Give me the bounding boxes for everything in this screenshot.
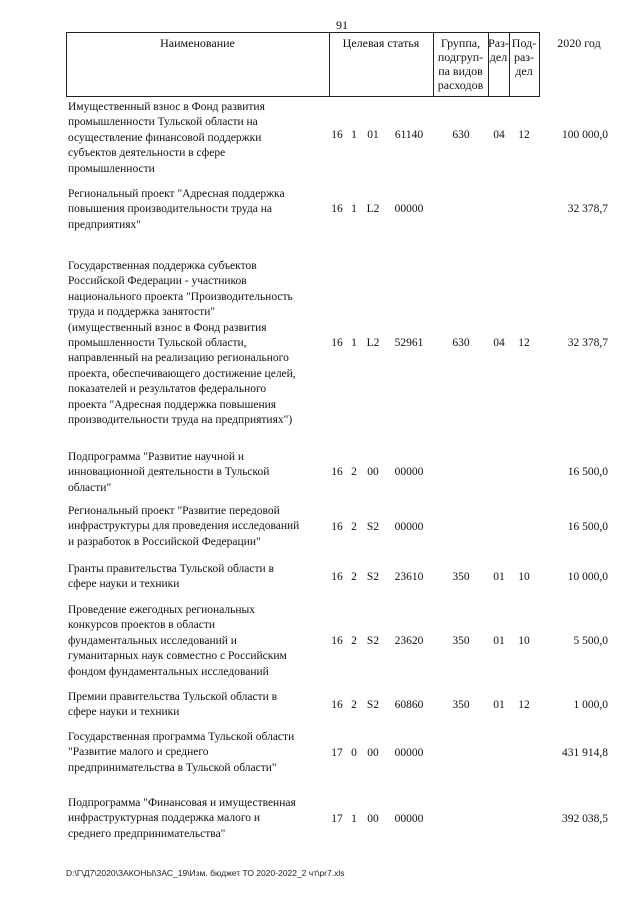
page-number: 91 bbox=[336, 18, 348, 32]
row-subsection: 10 bbox=[518, 571, 530, 583]
row-program-code: 16 bbox=[331, 571, 343, 583]
row-direction-code: 00000 bbox=[394, 203, 424, 215]
row-subprogram-code: 0 bbox=[351, 747, 357, 759]
row-subprogram-code: 2 bbox=[351, 521, 357, 533]
row-program-code: 16 bbox=[331, 129, 343, 141]
row-amount: 100 000,0 bbox=[562, 129, 608, 141]
row-direction-code: 23620 bbox=[394, 635, 424, 647]
row-amount: 392 038,5 bbox=[562, 813, 608, 825]
row-expense-group: 350 bbox=[452, 635, 470, 647]
row-program-code: 16 bbox=[331, 635, 343, 647]
row-amount: 16 500,0 bbox=[567, 521, 608, 533]
row-amount: 32 378,7 bbox=[567, 203, 608, 215]
header-expense-group: Группа, подгруп- па видов расходов bbox=[437, 36, 484, 92]
row-subsection: 12 bbox=[518, 129, 530, 141]
row-direction-code: 23610 bbox=[394, 571, 424, 583]
row-event-code: 01 bbox=[367, 129, 379, 141]
row-subprogram-code: 1 bbox=[351, 337, 357, 349]
row-expense-group: 630 bbox=[452, 337, 470, 349]
row-direction-code: 60860 bbox=[394, 699, 424, 711]
row-name: Региональный проект "Развитие передовой инфраструктуры для проведения исследований и разработок в Российской Федерации" bbox=[68, 505, 300, 548]
row-event-code: S2 bbox=[366, 521, 380, 533]
row-subprogram-code: 2 bbox=[351, 699, 357, 711]
row-amount: 10 000,0 bbox=[567, 571, 608, 583]
row-subprogram-code: 2 bbox=[351, 466, 357, 478]
row-event-code: 00 bbox=[367, 466, 379, 478]
row-amount: 5 500,0 bbox=[573, 635, 608, 647]
row-amount: 32 378,7 bbox=[567, 337, 608, 349]
row-event-code: S2 bbox=[366, 635, 380, 647]
header-year: 2020 год bbox=[557, 36, 601, 50]
row-subsection: 12 bbox=[518, 699, 530, 711]
header-top-border bbox=[66, 32, 540, 33]
header-name: Наименование bbox=[160, 36, 235, 50]
row-event-code: S2 bbox=[366, 571, 380, 583]
row-section: 01 bbox=[493, 635, 505, 647]
row-expense-group: 350 bbox=[452, 571, 470, 583]
row-program-code: 16 bbox=[331, 203, 343, 215]
row-direction-code: 00000 bbox=[394, 813, 424, 825]
row-direction-code: 61140 bbox=[394, 129, 424, 141]
row-program-code: 16 bbox=[331, 337, 343, 349]
row-name: Премии правительства Тульской области в сфере науки и техники bbox=[68, 691, 278, 719]
row-name: Проведение ежегодных региональных конкурсов проектов в области фундаментальных исследований и гуманитарных наук совместно с Российским фондом фундаментальных исследований bbox=[68, 604, 287, 678]
header-subsection: Под- раз- дел bbox=[511, 36, 537, 78]
row-name: Региональный проект "Адресная поддержка повышения производительности труда на предприятиях" bbox=[68, 188, 285, 231]
row-subsection: 12 bbox=[518, 337, 530, 349]
row-subsection: 10 bbox=[518, 635, 530, 647]
row-name: Гранты правительства Тульской области в сфере науки и техники bbox=[68, 563, 274, 591]
row-name: Государственная поддержка субъектов Российской Федерации - участников национального проекта "Производительность труда и поддержка занятости" (имущественный взнос в Фонд развития промышленности Тульской области, направленный на реализацию регионального проекта, обеспечивающего достижение целей, показателей и результатов федерального проекта "Адресная поддержка повышения производительности труда на предприятиях") bbox=[68, 260, 296, 427]
row-name: Подпрограмма "Финансовая и имущественная инфраструктурная поддержка малого и среднего предпринимательства" bbox=[68, 797, 296, 840]
row-section: 04 bbox=[493, 337, 505, 349]
row-subprogram-code: 2 bbox=[351, 635, 357, 647]
row-subprogram-code: 2 bbox=[351, 571, 357, 583]
row-name: Подпрограмма "Развитие научной и инновационной деятельности в Тульской области" bbox=[68, 451, 270, 494]
row-program-code: 16 bbox=[331, 699, 343, 711]
row-program-code: 17 bbox=[331, 747, 343, 759]
row-subprogram-code: 1 bbox=[351, 129, 357, 141]
row-direction-code: 00000 bbox=[394, 521, 424, 533]
row-subprogram-code: 1 bbox=[351, 203, 357, 215]
row-program-code: 17 bbox=[331, 813, 343, 825]
row-amount: 1 000,0 bbox=[573, 699, 608, 711]
row-name: Государственная программа Тульской области "Развитие малого и среднего предпринимательства в Тульской области" bbox=[68, 731, 295, 774]
row-subprogram-code: 1 bbox=[351, 813, 357, 825]
row-direction-code: 52961 bbox=[394, 337, 424, 349]
row-expense-group: 350 bbox=[452, 699, 470, 711]
row-program-code: 16 bbox=[331, 521, 343, 533]
row-amount: 16 500,0 bbox=[567, 466, 608, 478]
header-target-article: Целевая статья bbox=[342, 36, 420, 50]
row-program-code: 16 bbox=[331, 466, 343, 478]
row-event-code: S2 bbox=[366, 699, 380, 711]
row-event-code: 00 bbox=[367, 747, 379, 759]
header-bottom-border bbox=[66, 96, 540, 97]
row-direction-code: 00000 bbox=[394, 466, 424, 478]
row-event-code: 00 bbox=[367, 813, 379, 825]
row-event-code: L2 bbox=[366, 337, 380, 349]
row-amount: 431 914,8 bbox=[562, 747, 608, 759]
file-path-footer: D:\Г\Д7\2020\ЗАКОНЫ\ЗАС_19\Изм. бюджет ТО 2020-2022_2 чт\pr7.xls bbox=[66, 868, 345, 878]
header-section: Раз- дел bbox=[488, 36, 509, 64]
row-section: 04 bbox=[493, 129, 505, 141]
row-name: Имущественный взнос в Фонд развития промышленности Тульской области на осуществление финансовой поддержки субъектов деятельности в сфере промышленности bbox=[68, 101, 265, 175]
row-event-code: L2 bbox=[366, 203, 380, 215]
row-section: 01 bbox=[493, 571, 505, 583]
row-section: 01 bbox=[493, 699, 505, 711]
row-expense-group: 630 bbox=[452, 129, 470, 141]
row-direction-code: 00000 bbox=[394, 747, 424, 759]
